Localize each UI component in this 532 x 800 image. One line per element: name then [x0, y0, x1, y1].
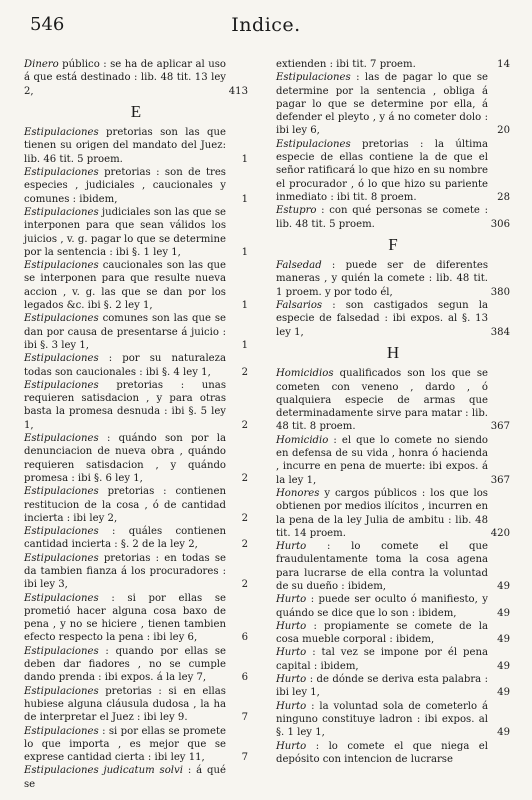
entry-text: : si por ellas se promete lo que importa , es mejor que se exprese cantidad cierta : ibi ley 11,: [24, 725, 226, 764]
index-entry: [24, 725, 248, 765]
entry-text: : por su naturaleza todas son caucionales : ibi §. 4 ley 1,: [24, 353, 226, 378]
entry-heading: Estipulaciones: [24, 260, 99, 272]
entry-page-ref: 367: [490, 474, 510, 486]
entry-page-ref: 2: [241, 419, 248, 431]
entry-heading: Estipulaciones: [24, 353, 99, 365]
index-entry: [24, 352, 248, 379]
index-entry: [276, 487, 510, 540]
entry-heading: Falsedad: [276, 260, 322, 272]
entry-page-ref: 20: [497, 125, 510, 137]
index-entry: [24, 592, 248, 645]
index-entry: [24, 126, 248, 166]
entry-page-ref: 2: [241, 539, 248, 551]
entry-heading: Estipulaciones: [24, 313, 99, 325]
index-entry: [276, 138, 510, 204]
entry-heading: Hurto: [276, 594, 307, 606]
index-entry: [24, 645, 248, 685]
entry-page-ref: 49: [497, 607, 510, 619]
entry-text: : las de pagar lo que se determine por la sentencia , obliga á pagar lo que se determine por ella, á defender el pleyto , y á no cometer dolo : ibi ley 6,: [276, 72, 488, 137]
entry-page-ref: 7: [241, 712, 248, 724]
entry-text: : tal vez se impone por él pena capital : ibidem,: [276, 647, 488, 672]
right-column: [276, 58, 510, 766]
index-entry: [276, 299, 510, 339]
index-entry: [276, 620, 510, 647]
index-entry: [276, 700, 510, 740]
entry-page-ref: 2: [241, 579, 248, 591]
index-entry: [24, 58, 248, 98]
entry-page-ref: 367: [490, 421, 510, 433]
entry-text: : lo comete el que niega el depósito con intencion de lucrarse: [276, 740, 488, 765]
entry-heading: Hurto: [276, 674, 307, 686]
entry-page-ref: 1: [241, 339, 248, 351]
left-column: [24, 58, 248, 791]
entry-text: pretorias son las que tienen su origen del mandato del Juez: lib. 46 tit. 5 proem.: [24, 127, 226, 165]
entry-page-ref: 7: [241, 752, 248, 764]
entry-heading: Estipulaciones: [276, 138, 351, 150]
entry-text: público : se ha de aplicar al uso á que está destinado : lib. 48 tit. 13 ley 2,: [24, 59, 226, 97]
entry-heading: Estipulaciones: [24, 645, 99, 657]
entry-text: : puede ser de diferentes maneras , y quién la comete : lib. 48 tit. 1 proem. y por todo él,: [276, 260, 488, 298]
entry-text: pretorias : en todas se da tambien fianza á los procuradores : ibi ley 3,: [24, 552, 226, 591]
entry-page-ref: 49: [497, 660, 510, 672]
entry-text: extienden : ibi tit. 7 proem.: [276, 59, 416, 70]
entry-heading: Estipulaciones: [276, 72, 351, 84]
entry-page-ref: 1: [241, 153, 248, 165]
entry-page-ref: 28: [497, 191, 510, 203]
index-entry: [24, 485, 248, 525]
entry-text: : quando por ellas se deben dar fiadores , no se cumple dando prenda : ibi expos. á la ley 7,: [24, 645, 226, 684]
entry-page-ref: 380: [490, 286, 510, 298]
index-entry: [276, 740, 510, 767]
entry-text: : el que lo comete no siendo en defensa de su vida , honra ó hacienda , incurre en pena de muerte: ibi expos. á la ley 1,: [276, 434, 488, 486]
index-entry: [276, 646, 510, 673]
entry-text: qualificados son los que se cometen con veneno , dardo , ó qualquiera especie de armas que determinadamente sirve para matar : lib. 48 tit. 8 proem.: [276, 368, 488, 433]
entry-heading: Honores: [276, 487, 320, 499]
entry-heading: Estipulaciones: [24, 486, 99, 498]
entry-text: : propiamente se comete de la cosa mueble corporal : ibidem,: [276, 620, 488, 646]
entry-heading: Estipulaciones: [24, 167, 99, 179]
entry-heading: Hurto: [276, 647, 307, 659]
index-entry: [276, 204, 510, 231]
section-letter: F: [388, 234, 398, 254]
entry-text: y cargos públicos : los que los obtienen por medios ilícitos , incurren en la pena de la ley Julia de ambitu : lib. 48 tit. 14 proem.: [276, 487, 488, 539]
entry-page-ref: 2: [241, 366, 248, 378]
entry-text: : con qué personas se comete : lib. 48 tit. 5 proem.: [276, 205, 488, 230]
index-entry: [276, 540, 510, 593]
entry-text: comunes son las que se dan por causa de presentarse á juicio : ibi §. 3 ley 1,: [24, 313, 226, 351]
entry-page-ref: 1: [241, 193, 248, 205]
entry-text: pretorias : son de tres especies , judiciales , caucionales y comunes : ibidem,: [24, 167, 226, 205]
entry-heading: Estipulaciones: [24, 206, 99, 218]
entry-text: : de dónde se deriva esta palabra : ibi ley 1,: [276, 674, 488, 699]
entry-page-ref: 1: [241, 246, 248, 258]
entry-heading: Estipulaciones judicatum solvi: [24, 765, 183, 777]
entry-page-ref: 384: [490, 326, 510, 338]
entry-text: : lo comete el que fraudulentamente toma la cosa agena para lucrarse de ella contra la voluntad de su dueño : ibidem,: [276, 541, 488, 592]
entry-heading: Homicidios: [276, 368, 334, 380]
index-entry: [276, 593, 510, 620]
page-header: [30, 14, 502, 38]
entry-text: caucionales son las que se interponen para que resulte nueva accion , v. g. las que se dan por los legados &c. ibi §. 2 ley 1,: [24, 260, 226, 312]
entry-text: : puede ser oculto ó manifiesto, y quándo se dice que lo son : ibidem,: [276, 594, 488, 619]
entry-text: pretorias : si en ellas hubiese alguna cláusula dudosa , la ha de interpretar el Juez : ibi ley 9.: [24, 685, 226, 724]
index-entry: [24, 525, 248, 552]
entry-heading: Estipulaciones: [24, 379, 99, 391]
entry-text: pretorias : unas requieren satisdacion , y para otras basta la promesa desnuda : ibi §. 5 ley 1,: [24, 379, 226, 431]
entry-page-ref: 49: [497, 634, 510, 646]
entry-heading: Estipulaciones: [24, 725, 99, 737]
entry-text: : á qué se: [24, 765, 226, 790]
index-entry: [24, 552, 248, 592]
entry-page-ref: 49: [497, 727, 510, 739]
index-entry: [276, 71, 510, 137]
entry-page-ref: 2: [241, 512, 248, 524]
entry-text: : si por ellas se prometió hacer alguna cosa baxo de pena , y no se hiciere , tienen tambien efecto respecto la pena : ibi ley 6,: [24, 592, 226, 644]
index-entry: [276, 367, 510, 433]
entry-heading: Homicidio: [276, 434, 329, 446]
entry-page-ref: 6: [241, 632, 248, 644]
entry-heading: Dinero: [24, 59, 59, 70]
index-entry: [24, 685, 248, 725]
index-entry: [276, 58, 510, 71]
entry-page-ref: 413: [228, 85, 248, 97]
entry-text: : quándo son por la denunciacion de nueva obra , quándo requieren satisdacion , y quándo promesa : ibi §. 6 ley 1,: [24, 433, 226, 484]
index-entry: [276, 259, 510, 299]
entry-heading: Falsarios: [276, 300, 323, 312]
section-letter: H: [386, 342, 400, 362]
index-entry: [24, 312, 248, 352]
section-letter: E: [130, 101, 142, 121]
entry-text: pretorias : la última especie de ellas contiene la de que el señor ratificará lo que hizo en su nombre el procurador , ó lo que hizo su pariente inmediato : ibi tit. 8 proem.: [276, 138, 488, 203]
entry-page-ref: 6: [241, 672, 248, 684]
entry-page-ref: 1: [241, 300, 248, 312]
entry-heading: Estipulaciones: [24, 592, 99, 604]
entry-heading: Hurto: [276, 541, 307, 553]
page-title: Indice.: [231, 14, 301, 36]
index-entry: [276, 673, 510, 700]
entry-text: judiciales son las que se interponen para que sean válidos los juicios , v. g. pagar lo que se determine por la sentencia : ibi §. 1 ley 1,: [24, 206, 226, 258]
entry-heading: Hurto: [276, 700, 307, 712]
index-entry: [24, 379, 248, 432]
entry-heading: Hurto: [276, 740, 307, 752]
entry-heading: Estipulaciones: [24, 552, 99, 564]
entry-page-ref: 2: [241, 472, 248, 484]
index-entry: [24, 764, 248, 791]
entry-text: : la voluntad sola de cometerlo á ninguno constituye ladron : ibi expos. al §. 1 ley 1,: [276, 700, 488, 739]
entry-page-ref: 49: [497, 687, 510, 699]
index-entry: [24, 259, 248, 312]
entry-text: : quáles contienen cantidad incierta : §. 2 de la ley 2,: [24, 526, 226, 551]
entry-heading: Estipulaciones: [24, 526, 99, 538]
entry-page-ref: 420: [490, 527, 510, 539]
index-entry: [24, 166, 248, 206]
entry-heading: Hurto: [276, 620, 307, 632]
entry-page-ref: 49: [497, 580, 510, 592]
entry-text: pretorias : contienen restitucion de la cosa , ó de cantidad incierta : ibi ley 2,: [24, 486, 226, 524]
entry-text: : son castigados segun la especie de falsedad : ibi expos. al §. 13 ley 1,: [276, 300, 488, 338]
index-entry: [276, 434, 510, 487]
index-entry: [24, 432, 248, 485]
entry-heading: Estipulaciones: [24, 127, 99, 139]
entry-heading: Estipulaciones: [24, 685, 99, 697]
entry-heading: Estupro: [276, 205, 317, 217]
entry-page-ref: 14: [497, 59, 510, 70]
index-entry: [24, 206, 248, 259]
entry-heading: Estipulaciones: [24, 433, 99, 445]
page-number: 546: [30, 14, 65, 35]
entry-page-ref: 306: [490, 218, 510, 230]
